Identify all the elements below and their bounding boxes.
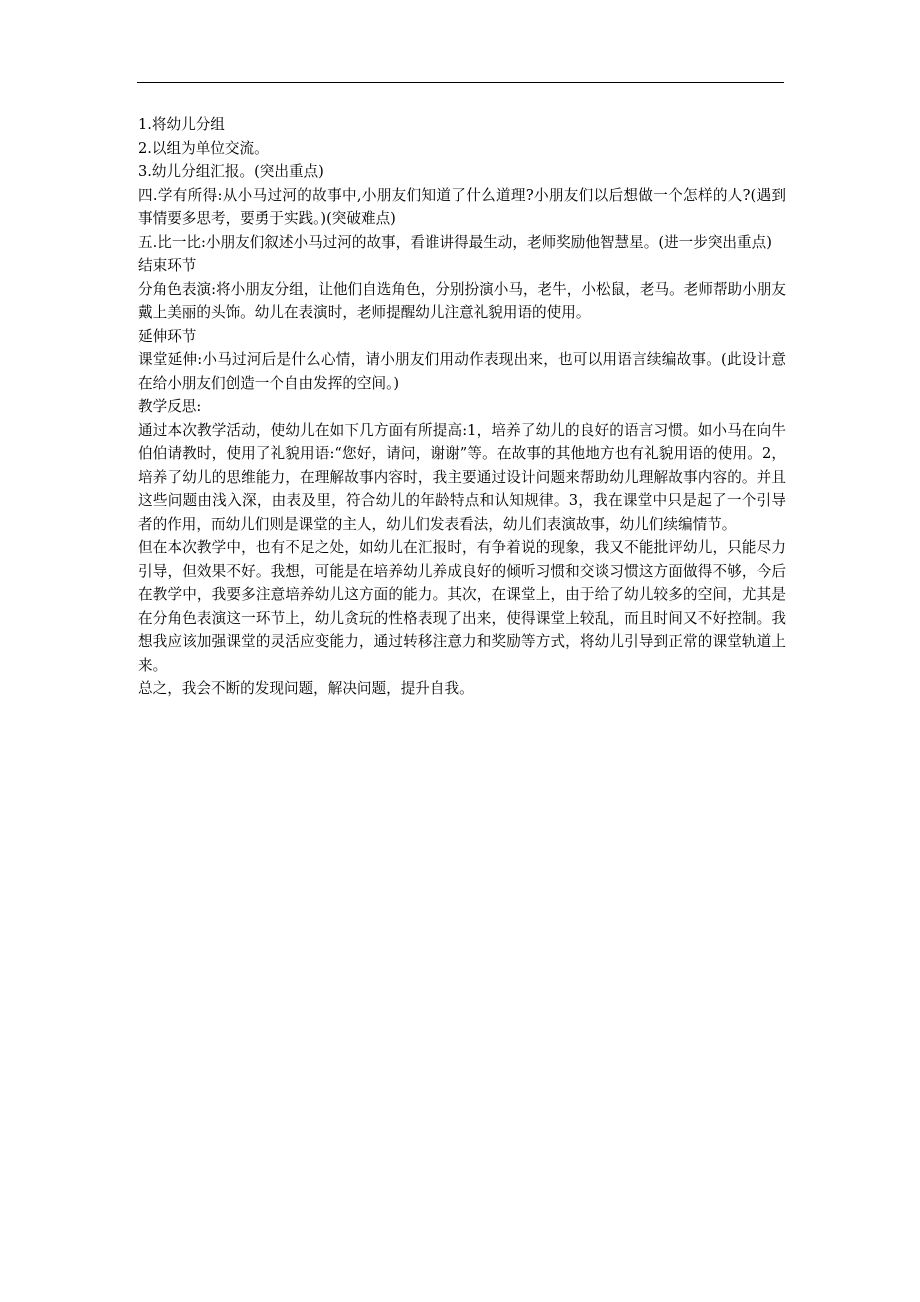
paragraph-section-4: 四.学有所得:从小马过河的故事中,小朋友们知道了什么道理?小朋友们以后想做一个怎样的人?(遇到事情要多思考，要勇于实践。)(突破难点): [138, 186, 786, 227]
paragraph-step-2: 2.以组为单位交流。: [138, 139, 269, 157]
paragraph-reflection-1: 通过本次教学活动，使幼儿在如下几方面有所提高:1，培养了幼儿的良好的语言习惯。如小马在向牛伯伯请教时，使用了礼貌用语:“您好，请问，谢谢”等。在故事的其他地方也有礼貌用语的使用。2，培养了幼儿的思维能力，在理解故事内容时，我主要通过设计问题来帮助幼儿理解故事内容的。并且这些问题由浅入深，由表及里，符合幼儿的年龄特点和认知规律。3，我在课堂中只是起了一个引导者的作用，而幼儿们则是课堂的主人，幼儿们发表看法，幼儿们表演故事，幼儿们续编情节。: [138, 421, 786, 533]
heading-closing: 结束环节: [138, 257, 197, 274]
header-rule: [137, 82, 784, 83]
paragraph-section-5: 五.比一比:小朋友们叙述小马过河的故事，看谁讲得最生动，老师奖励他智慧星。(进一步突出重点): [138, 233, 772, 251]
document-body: [138, 113, 786, 701]
paragraph-conclusion: 总之，我会不断的发现问题，解决问题，提升自我。: [138, 680, 474, 697]
paragraph-reflection-2: 但在本次教学中，也有不足之处，如幼儿在汇报时，有争着说的现象，我又不能批评幼儿，只能尽力引导，但效果不好。我想，可能是在培养幼儿养成良好的倾听习惯和交谈习惯这方面做得不够，今后在教学中，我要多注意培养幼儿这方面的能力。其次，在课堂上，由于给了幼儿较多的空间，尤其是在分角色表演这一环节上，幼儿贪玩的性格表现了出来，使得课堂上较乱，而且时间又不好控制。我想我应该加强课堂的灵活应变能力，通过转移注意力和奖励等方式，将幼儿引导到正常的课堂轨道上来。: [138, 539, 786, 674]
paragraph-role-play: 分角色表演:将小朋友分组，让他们自选角色，分别扮演小马，老牛，小松鼠，老马。老师帮助小朋友戴上美丽的头饰。幼儿在表演时，老师提醒幼儿注意礼貌用语的使用。: [138, 280, 786, 321]
paragraph-extension: 课堂延伸:小马过河后是什么心情，请小朋友们用动作表现出来，也可以用语言续编故事。(此设计意在给小朋友们创造一个自由发挥的空间。): [138, 351, 786, 392]
paragraph-step-3: 3.幼儿分组汇报。(突出重点): [138, 163, 324, 180]
paragraph-step-1: 1.将幼儿分组: [138, 116, 225, 133]
heading-extension: 延伸环节: [138, 327, 197, 345]
heading-reflection: 教学反思:: [138, 398, 202, 415]
